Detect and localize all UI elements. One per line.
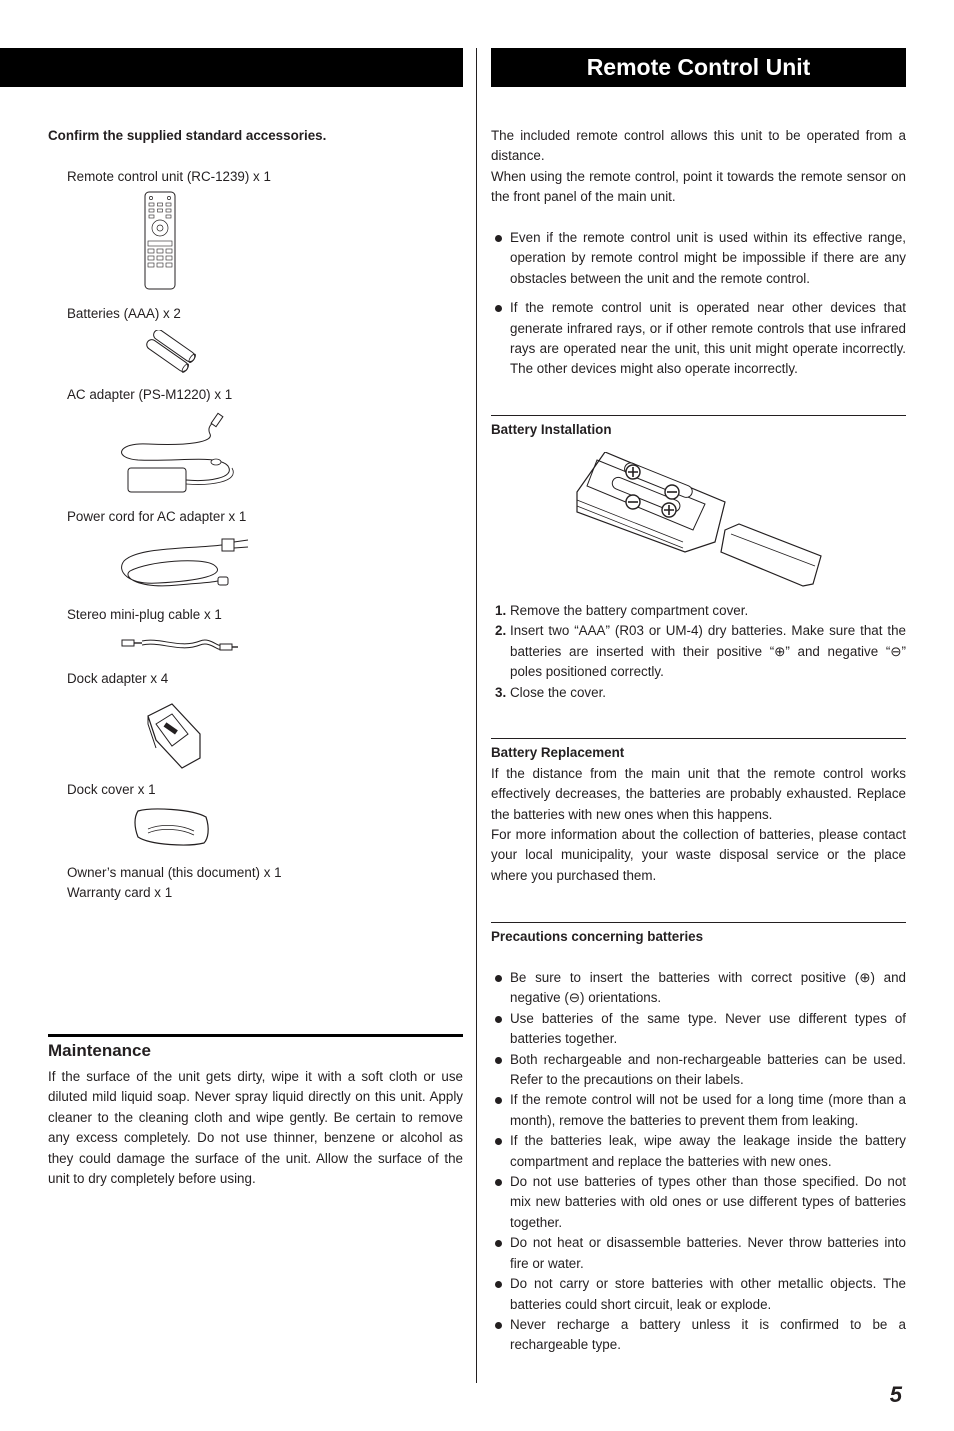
list-item: Do not use batteries of types other than those specified. Do not mix new batteries with old ones or use different types of batteries together. <box>491 1172 906 1233</box>
bullet-icon <box>495 1240 502 1247</box>
list-item: 1. Remove the battery compartment cover. <box>495 603 749 618</box>
list-item: If the batteries leak, wipe away the leakage inside the battery compartment and replace the batteries with new ones. <box>491 1131 906 1172</box>
accessory-label-dock-adapter: Dock adapter x 4 <box>67 671 169 686</box>
column-divider <box>476 48 477 1383</box>
stereo-cable-icon <box>120 633 240 657</box>
list-item: If the remote control will not be used for a long time (more than a month), remove the batteries to prevent them from leaking. <box>491 1090 906 1131</box>
bullet-icon <box>495 1322 502 1329</box>
battery-replacement-heading: Battery Replacement <box>491 745 625 760</box>
accessory-label-remote: Remote control unit (RC-1239) x 1 <box>67 169 271 184</box>
list-item: Be sure to insert the batteries with correct positive (⊕) and negative (⊖) orientations. <box>491 968 906 1009</box>
bullet-icon <box>495 1281 502 1288</box>
bullet-icon <box>495 305 502 312</box>
bullet-icon <box>495 975 502 982</box>
remote-control-icon <box>144 191 176 290</box>
remote-notes-list <box>491 228 906 380</box>
dock-adapter-icon <box>142 700 204 770</box>
battery-replacement-body-2: For more information about the collection of batteries, please contact your local municipality, your waste disposal service or the place where you purchased them. <box>491 827 906 883</box>
maintenance-title: Maintenance <box>48 1041 151 1060</box>
accessory-label-stereo-cable: Stereo mini-plug cable x 1 <box>67 607 222 622</box>
accessory-label-power-cord: Power cord for AC adapter x 1 <box>67 509 247 524</box>
batteries-icon <box>142 330 200 374</box>
maintenance-body: If the surface of the unit gets dirty, wipe it with a soft cloth or use diluted mild liquid soap. Never spray liquid directly on this unit. Apply cleaner to the cleaning cloth and wipe gently. Be certain to remove any excess completely. Do not use thinner, benzene or alcohol as they could damage the surface of the unit. Allow the surface of the unit to dry completely before using. <box>48 1069 463 1187</box>
precautions-list <box>491 968 906 1356</box>
bullet-icon <box>495 1016 502 1023</box>
section-rule <box>491 738 906 739</box>
bullet-icon <box>495 1138 502 1145</box>
accessories-heading: Confirm the supplied standard accessories. <box>48 128 327 143</box>
list-item: Use batteries of the same type. Never use different types of batteries together. <box>491 1009 906 1050</box>
dock-cover-icon <box>132 803 212 851</box>
section-rule <box>491 922 906 923</box>
bullet-icon <box>495 1057 502 1064</box>
battery-replacement-body-1: If the distance from the main unit that the remote control works effectively decreases, the batteries are probably exhausted. Replace the batteries with new ones when this happens. <box>491 766 906 822</box>
accessory-label-ac-adapter: AC adapter (PS-M1220) x 1 <box>67 387 233 402</box>
list-item: 3. Close the cover. <box>495 684 607 700</box>
accessory-label-dock-cover: Dock cover x 1 <box>67 782 156 797</box>
remote-intro-1: The included remote control allows this unit to be operated from a distance. <box>491 128 906 164</box>
list-item: If the remote control unit is operated near other devices that generate infrared rays, or if other remote controls that use infrared rays are operated near the unit, this unit might operate incorrectly. The other devices might also operate incorrectly. <box>491 298 906 380</box>
ac-adapter-icon <box>118 412 244 496</box>
list-item: Do not carry or store batteries with other metallic objects. The batteries could short circuit, leak or explode. <box>491 1274 906 1315</box>
bullet-icon <box>495 1097 502 1104</box>
bullet-icon <box>495 235 502 242</box>
page-title: Remote Control Unit <box>491 48 906 87</box>
list-item: Never recharge a battery unless it is confirmed to be a rechargeable type. <box>491 1315 906 1356</box>
page-number: 5 <box>889 1382 902 1407</box>
battery-installation-illustration <box>575 452 825 592</box>
section-rule <box>491 415 906 416</box>
accessory-warranty-card: Warranty card x 1 <box>67 885 173 900</box>
battery-installation-steps <box>491 601 906 703</box>
power-cord-icon <box>118 535 252 591</box>
accessory-label-batteries: Batteries (AAA) x 2 <box>67 306 181 321</box>
list-item: Do not heat or disassemble batteries. Never throw batteries into fire or water. <box>491 1233 906 1274</box>
maintenance-rule <box>48 1034 463 1037</box>
bullet-icon <box>495 1179 502 1186</box>
precautions-heading: Precautions concerning batteries <box>491 929 704 944</box>
list-item: 2. Insert two “AAA” (R03 or UM-4) dry batteries. Make sure that the batteries are inserted with their positive “⊕” and negative “⊖” poles positioned correctly. <box>495 623 906 680</box>
battery-installation-heading: Battery Installation <box>491 422 612 437</box>
accessory-owners-manual: Owner’s manual (this document) x 1 <box>67 865 282 880</box>
list-item: Even if the remote control unit is used within its effective range, operation by remote control might be impossible if there are any obstacles between the unit and the remote control. <box>491 228 906 289</box>
remote-intro-2: When using the remote control, point it towards the remote sensor on the front panel of the main unit. <box>491 169 906 205</box>
left-header-bar <box>0 48 463 87</box>
list-item: Both rechargeable and non-rechargeable batteries can be used. Refer to the precautions on their labels. <box>491 1050 906 1091</box>
